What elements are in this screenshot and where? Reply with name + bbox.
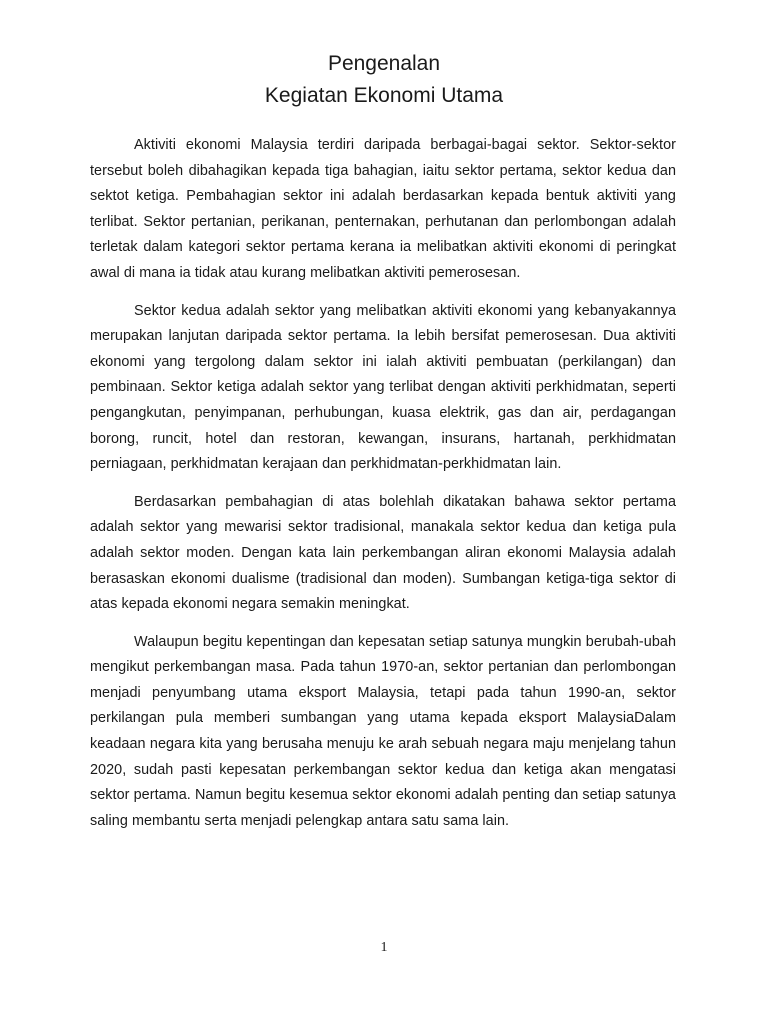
paragraph: Sektor kedua adalah sektor yang melibatkan aktiviti ekonomi yang kebanyakannya merupakan lanjutan daripada sektor pertama. Ia lebih bersifat pemerosesan. Dua aktiviti ekonomi yang tergolong dalam sektor ini ialah aktiviti pembuatan (perkilangan) dan pembinaan. Sektor ketiga adalah sektor yang terlibat dengan aktiviti perkhidmatan, seperti pengangkutan, penyimpanan, perhubungan, kuasa elektrik, gas dan air, perdagangan borong, runcit, hotel dan restoran, kewangan, insurans, hartanah, perkhidmatan perniagaan, perkhidmatan kerajaan dan perkhidmatan-perkhidmatan lain. <box>90 302 676 473</box>
document-subtitle: Kegiatan Ekonomi Utama <box>264 84 504 107</box>
paragraph: Aktiviti ekonomi Malaysia terdiri daripada berbagai-bagai sektor. Sektor-sektor tersebut boleh dibahagikan kepada tiga bahagian, iaitu sektor pertama, sektor kedua dan sektot ketiga. Pembahagian sektor ini adalah berdasarkan kepada bentuk aktiviti yang terlibat. Sektor pertanian, perikanan, penternakan, perhutanan dan perlombongan adalah terletak dalam kategori sektor pertama kerana ia melibatkan aktiviti ekonomi di peringkat awal di mana ia tidak atau kurang melibatkan aktiviti pemerosesan. <box>90 137 676 281</box>
document-body <box>90 133 676 846</box>
paragraph: Walaupun begitu kepentingan dan kepesatan setiap satunya mungkin berubah-ubah mengikut perkembangan masa. Pada tahun 1970-an, sektor pertanian dan perlombongan menjadi penyumbang utama eksport Malaysia, tetapi pada tahun 1990-an, sektor perkilangan pula memberi sumbangan yang utama kepada eksport MalaysiaDalam keadaan negara kita yang berusaha menuju ke arah sebuah negara maju menjelang tahun 2020, sudah pasti kepesatan perkembangan sektor kedua dan ketiga akan mengatasi sektor pertama. Namun begitu kesemua sektor ekonomi adalah penting dan setiap satunya saling membantu serta menjadi pelengkap antara satu sama lain. <box>90 633 676 829</box>
paragraph: Berdasarkan pembahagian di atas bolehlah dikatakan bahawa sektor pertama adalah sektor yang mewarisi sektor tradisional, manakala sektor kedua dan ketiga pula adalah sektor moden. Dengan kata lain perkembangan aliran ekonomi Malaysia adalah berasaskan ekonomi dualisme (tradisional dan moden). Sumbangan ketiga-tiga sektor di atas kepada ekonomi negara semakin meningkat. <box>90 493 676 613</box>
document-title: Pengenalan <box>327 52 441 75</box>
page-number: 1 <box>380 940 388 955</box>
